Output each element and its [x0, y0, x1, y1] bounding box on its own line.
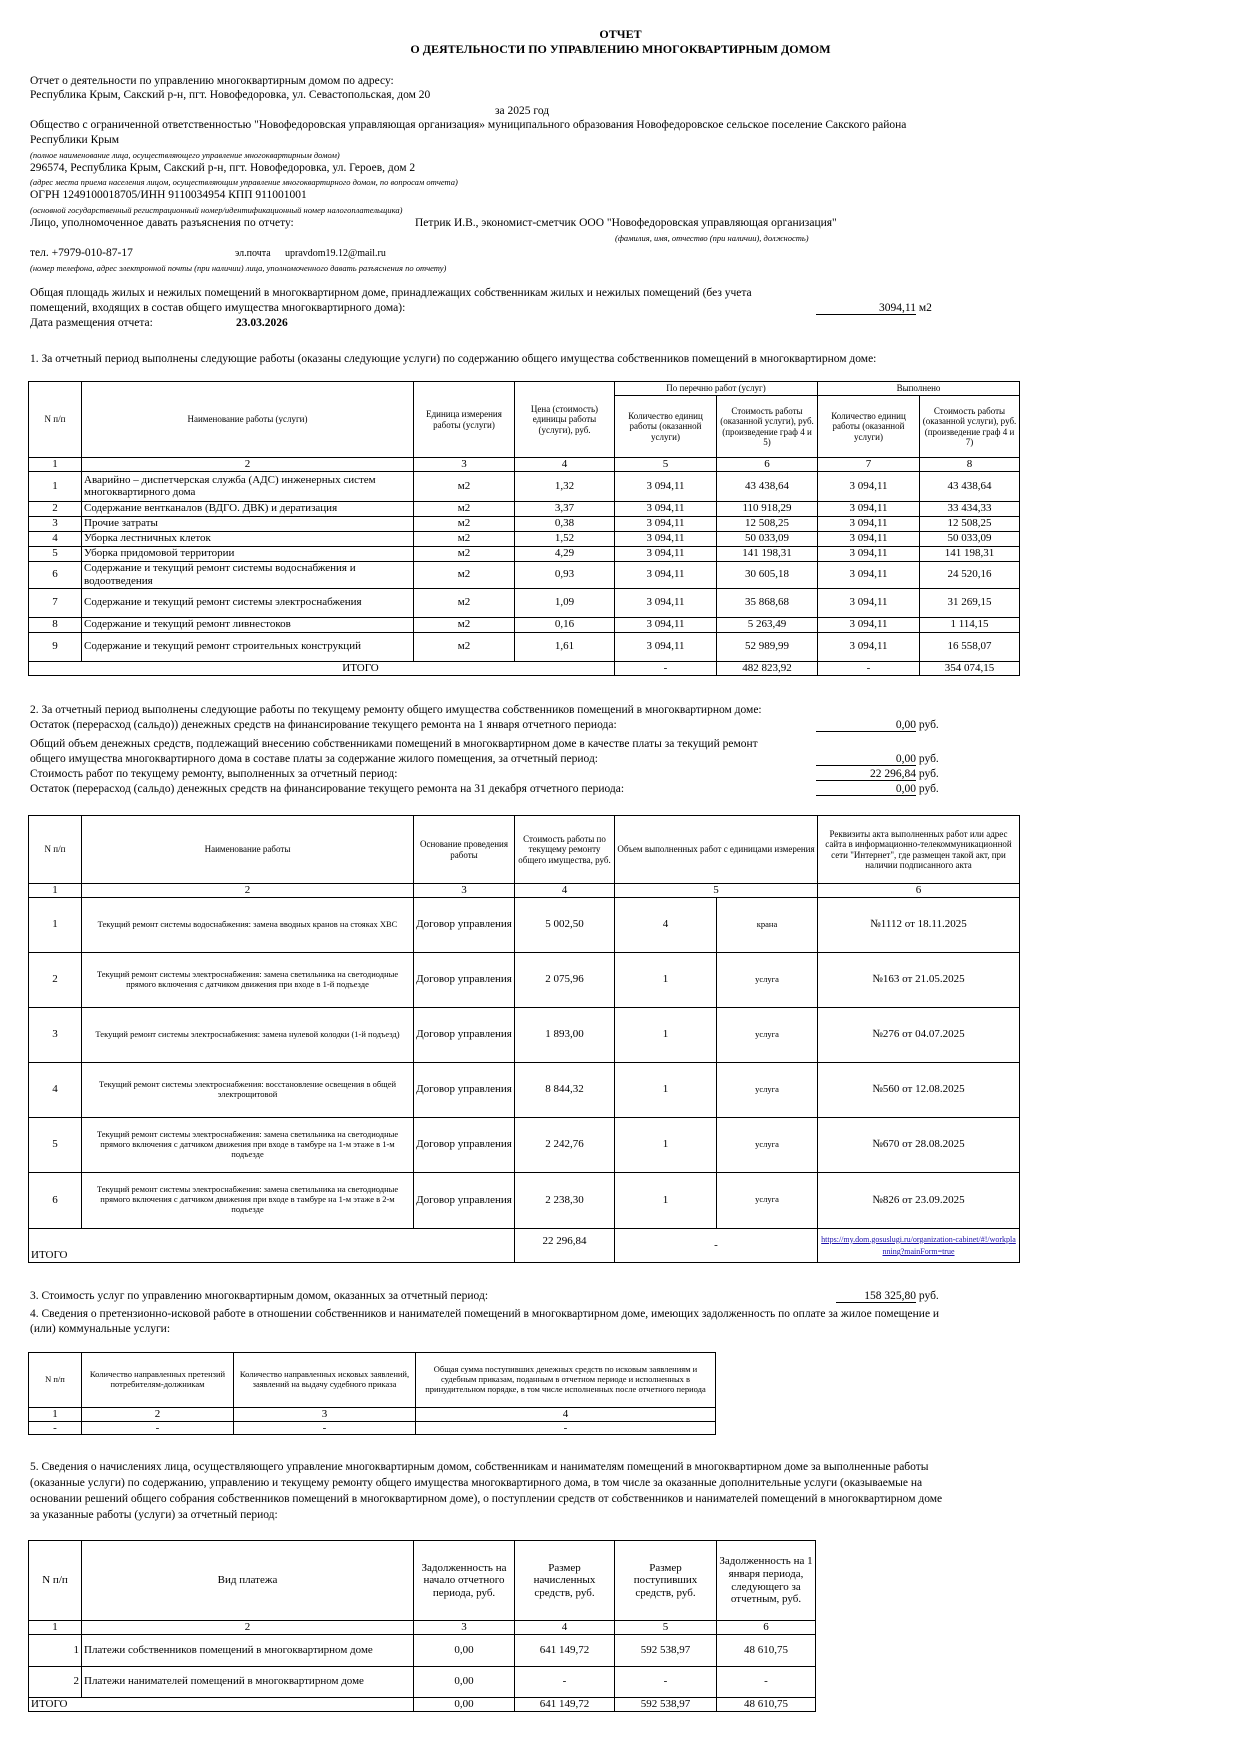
- row-suits: -: [234, 1421, 416, 1435]
- col-header-qty-done: Количество единиц работы (оказанной услуги): [818, 396, 920, 458]
- row-cost-done: 12 508,25: [920, 516, 1020, 531]
- total-funds-label-line1: Общий объем денежных средств, подлежащий внесению собственниками помещений в многоквартирном доме в качестве платы за текущий ремонт: [30, 738, 758, 750]
- row-cost: 5 002,50: [515, 897, 615, 952]
- total-volume: -: [615, 1228, 818, 1262]
- total-label: ИТОГО: [29, 1228, 515, 1262]
- col-header-num: N п/п: [29, 816, 82, 884]
- org-name-line2: Республики Крым: [30, 134, 119, 146]
- col-header-suits: Количество направленных исковых заявлений, заявлений на выдачу судебного приказа: [234, 1353, 416, 1408]
- col-header-act: Реквизиты акта выполненных работ или адрес сайта в информационно-телекоммуникационной сети "Интернет", где размещен такой акт, при наличии подписанного акта: [818, 816, 1020, 884]
- row-price: 1,32: [515, 471, 615, 501]
- repair-works-table: [28, 815, 1020, 1263]
- row-name: Содержание и текущий ремонт системы электроснабжения: [82, 588, 414, 617]
- report-title: ОТЧЕТ: [599, 27, 642, 41]
- table-row: [29, 897, 1020, 952]
- col-number: 1: [29, 1408, 82, 1422]
- col-header-claims: Количество направленных претензий потребителям-должникам: [82, 1353, 234, 1408]
- row-qty-plan: 3 094,11: [615, 546, 717, 561]
- row-unit: услуга: [717, 1062, 818, 1117]
- row-unit: м2: [414, 588, 515, 617]
- row-unit: м2: [414, 501, 515, 516]
- row-qty-done: 3 094,11: [818, 531, 920, 546]
- row-qty-done: 3 094,11: [818, 471, 920, 501]
- total-row: [29, 1228, 1020, 1262]
- payments-table: [28, 1540, 816, 1712]
- row-unit: крана: [717, 897, 818, 952]
- date-value: 23.03.2026: [236, 317, 288, 329]
- col-group-plan: По перечню работ (услуг): [615, 382, 818, 396]
- section2-title: 2. За отчетный период выполнены следующие работы по текущему ремонту общего имущества собственников помещений в многоквартирном доме:: [30, 704, 762, 716]
- table-row: [29, 561, 1020, 588]
- area-text-line2: помещений, входящих в состав общего имущества многоквартирного дома):: [30, 302, 406, 314]
- col-number: 5: [615, 458, 717, 472]
- intro-text: Отчет о деятельности по управлению многоквартирным домом по адресу:: [30, 75, 394, 87]
- row-qty-done: 3 094,11: [818, 546, 920, 561]
- row-type: Платежи собственников помещений в многоквартирном доме: [82, 1634, 414, 1666]
- row-cost-plan: 43 438,64: [717, 471, 818, 501]
- row-cost-done: 31 269,15: [920, 588, 1020, 617]
- col-header-cost: Стоимость работы по текущему ремонту общего имущества, руб.: [515, 816, 615, 884]
- table-row: [29, 546, 1020, 561]
- col-header-qty-plan: Количество единиц работы (оказанной услуги): [615, 396, 717, 458]
- col-number: 6: [818, 884, 1020, 898]
- row-cost-done: 33 434,33: [920, 501, 1020, 516]
- row-qty-done: 3 094,11: [818, 516, 920, 531]
- balance-end-value: 0,00: [816, 783, 916, 796]
- row-type: Платежи нанимателей помещений в многоквартирном доме: [82, 1666, 414, 1697]
- col-number: 4: [515, 1621, 615, 1635]
- col-number: 4: [515, 458, 615, 472]
- row-basis: Договор управления: [414, 952, 515, 1007]
- row-price: 0,16: [515, 617, 615, 632]
- row-basis: Договор управления: [414, 1172, 515, 1228]
- row-qty-done: 3 094,11: [818, 501, 920, 516]
- row-cost: 8 844,32: [515, 1062, 615, 1117]
- row-unit: м2: [414, 632, 515, 661]
- section3-label: 3. Стоимость услуг по управлению многоквартирным домом, оказанных за отчетный период:: [30, 1290, 489, 1302]
- row-debt-start: 0,00: [414, 1666, 515, 1697]
- row-qty-plan: 3 094,11: [615, 516, 717, 531]
- row-num: 1: [29, 1634, 82, 1666]
- row-charged: -: [515, 1666, 615, 1697]
- row-qty-plan: 3 094,11: [615, 501, 717, 516]
- row-cost-done: 141 198,31: [920, 546, 1020, 561]
- row-name: Содержание и текущий ремонт ливнестоков: [82, 617, 414, 632]
- table-row: [29, 531, 1020, 546]
- total-cost: 22 296,84: [515, 1228, 615, 1262]
- row-num: 4: [29, 1062, 82, 1117]
- col-header-debt-end: Задолженность на 1 января периода, следующего за отчетным, руб.: [717, 1541, 816, 1621]
- row-cost-done: 43 438,64: [920, 471, 1020, 501]
- row-debt-end: -: [717, 1666, 816, 1697]
- col-number: 6: [717, 458, 818, 472]
- row-num: 6: [29, 1172, 82, 1228]
- row-qty-plan: 3 094,11: [615, 561, 717, 588]
- col-group-done: Выполнено: [818, 382, 1020, 396]
- section5-title-line4: за указанные работы (услуги) за отчетный период:: [30, 1509, 278, 1521]
- row-cost-plan: 30 605,18: [717, 561, 818, 588]
- row-basis: Договор управления: [414, 897, 515, 952]
- works-cost-label: Стоимость работ по текущему ремонту, выполненных за отчетный период:: [30, 768, 398, 780]
- row-num: -: [29, 1421, 82, 1435]
- row-num: 3: [29, 1007, 82, 1062]
- row-received: 592 538,97: [615, 1634, 717, 1666]
- row-price: 0,93: [515, 561, 615, 588]
- balance-start-value: 0,00: [816, 719, 916, 732]
- row-cost-plan: 110 918,29: [717, 501, 818, 516]
- total-row: [29, 661, 1020, 675]
- balance-start-label: Остаток (перерасход (сальдо)) денежных средств на финансирование текущего ремонта на 1 января отчетного периода:: [30, 719, 617, 731]
- maintenance-works-table: [28, 381, 1020, 676]
- row-qty-done: 3 094,11: [818, 588, 920, 617]
- row-num: 6: [29, 561, 82, 588]
- total-funds-value: 0,00: [816, 753, 916, 766]
- report-period: за 2025 год: [495, 105, 550, 117]
- col-number: 3: [414, 1621, 515, 1635]
- balance-end-label: Остаток (перерасход (сальдо) денежных средств на финансирование текущего ремонта на 31 декабря отчетного периода:: [30, 783, 625, 795]
- table-row: [29, 617, 1020, 632]
- currency: руб.: [918, 783, 939, 795]
- currency: руб.: [918, 719, 939, 731]
- row-sum: -: [416, 1421, 716, 1435]
- row-price: 1,52: [515, 531, 615, 546]
- col-header-name: Наименование работы: [82, 816, 414, 884]
- col-number: 6: [717, 1621, 816, 1635]
- total-row: [29, 1697, 816, 1711]
- currency: руб.: [918, 1290, 939, 1302]
- row-num: 9: [29, 632, 82, 661]
- table-row: [29, 516, 1020, 531]
- row-price: 4,29: [515, 546, 615, 561]
- row-qty-plan: 3 094,11: [615, 617, 717, 632]
- table-row: [29, 1634, 816, 1666]
- contact-email-label: эл.почта: [235, 248, 271, 259]
- claims-table: [28, 1352, 716, 1435]
- table-row: [29, 1117, 1020, 1172]
- row-name: Содержание и текущий ремонт строительных конструкций: [82, 632, 414, 661]
- row-unit: услуга: [717, 952, 818, 1007]
- area-value: 3094,11: [816, 302, 916, 315]
- row-name: Текущий ремонт системы электроснабжения: замена светильника на светодиодные прямого включения с датчиком движения при входе в тамбуре на 1-м этаже в 1-м подъезде: [82, 1117, 414, 1172]
- row-price: 3,37: [515, 501, 615, 516]
- row-qty: 1: [615, 1007, 717, 1062]
- col-header-price: Цена (стоимость) единицы работы (услуги), руб.: [515, 382, 615, 458]
- row-unit: м2: [414, 546, 515, 561]
- row-debt-start: 0,00: [414, 1634, 515, 1666]
- col-header-cost-plan: Стоимость работы (оказанной услуги), руб. (произведение граф 4 и 5): [717, 396, 818, 458]
- row-qty-done: 3 094,11: [818, 617, 920, 632]
- row-act: №670 от 28.08.2025: [818, 1117, 1020, 1172]
- col-number: 3: [414, 458, 515, 472]
- row-unit: м2: [414, 471, 515, 501]
- section4-title-line1: 4. Сведения о претензионно-исковой работе в отношении собственников и нанимателей помещений в многоквартирном доме, имеющих задолженность по оплате за жилое помещение и: [30, 1308, 940, 1320]
- house-address: Республика Крым, Сакский р-н, пгт. Новофедоровка, ул. Севастопольская, дом 20: [30, 89, 431, 101]
- section5-title-line1: 5. Сведения о начислениях лица, осуществляющего управление многоквартирным домом, собственникам и нанимателям помещений в многоквартирном доме за выполненные работы: [30, 1461, 929, 1473]
- col-header-debt-start: Задолженность на начало отчетного периода, руб.: [414, 1541, 515, 1621]
- table-row: [29, 1666, 816, 1697]
- row-basis: Договор управления: [414, 1117, 515, 1172]
- row-unit: м2: [414, 531, 515, 546]
- row-act: №1112 от 18.11.2025: [818, 897, 1020, 952]
- row-cost-plan: 50 033,09: [717, 531, 818, 546]
- row-name: Текущий ремонт системы электроснабжения: замена нулевой колодки (1-й подъезд): [82, 1007, 414, 1062]
- col-header-charged: Размер начисленных средств, руб.: [515, 1541, 615, 1621]
- row-received: -: [615, 1666, 717, 1697]
- col-header-num: N п/п: [29, 1541, 82, 1621]
- row-debt-end: 48 610,75: [717, 1634, 816, 1666]
- col-number: 1: [29, 884, 82, 898]
- table-row: [29, 1421, 716, 1435]
- area-text-line1: Общая площадь жилых и нежилых помещений в многоквартирном доме, принадлежащих собственникам жилых и нежилых помещений (без учета: [30, 287, 752, 299]
- area-unit: м2: [918, 302, 932, 314]
- col-number: 2: [82, 1621, 414, 1635]
- row-num: 3: [29, 516, 82, 531]
- currency: руб.: [918, 753, 939, 765]
- col-header-unit: Единица измерения работы (услуги): [414, 382, 515, 458]
- row-qty: 1: [615, 1117, 717, 1172]
- row-qty-plan: 3 094,11: [615, 632, 717, 661]
- total-label: ИТОГО: [29, 1697, 414, 1711]
- contact-label: Лицо, уполномоченное давать разъяснения по отчету:: [30, 217, 294, 229]
- row-unit: м2: [414, 516, 515, 531]
- row-num: 5: [29, 1117, 82, 1172]
- col-number: 2: [82, 1408, 234, 1422]
- section4-title-line2: (или) коммунальные услуги:: [30, 1323, 171, 1335]
- row-num: 2: [29, 501, 82, 516]
- row-qty-plan: 3 094,11: [615, 588, 717, 617]
- row-cost: 2 075,96: [515, 952, 615, 1007]
- currency: руб.: [918, 768, 939, 780]
- row-cost-done: 24 520,16: [920, 561, 1020, 588]
- col-number: 5: [615, 884, 818, 898]
- row-qty-plan: 3 094,11: [615, 531, 717, 546]
- col-number: 1: [29, 1621, 82, 1635]
- act-site-link[interactable]: https://my.dom.gosuslugi.ru/organization-cabinet/#!/workplanning?mainForm=true: [821, 1234, 1016, 1257]
- row-unit: услуга: [717, 1007, 818, 1062]
- row-name: Уборка придомовой территории: [82, 546, 414, 561]
- row-qty: 1: [615, 1062, 717, 1117]
- total-debt-start: 0,00: [414, 1697, 515, 1711]
- row-price: 1,61: [515, 632, 615, 661]
- row-act: №163 от 21.05.2025: [818, 952, 1020, 1007]
- col-number: 1: [29, 458, 82, 472]
- row-qty: 1: [615, 952, 717, 1007]
- row-unit: м2: [414, 617, 515, 632]
- row-act: №276 от 04.07.2025: [818, 1007, 1020, 1062]
- col-number: 3: [414, 884, 515, 898]
- row-name: Текущий ремонт системы электроснабжения: замена светильника на светодиодные прямого включения с датчиком движения при входе в тамбуре на 1-м этаже в 2-м подъезде: [82, 1172, 414, 1228]
- org-ogrn-note: (основной государственный регистрационный номер/идентификационный номер налогоплательщика): [30, 205, 403, 215]
- row-charged: 641 149,72: [515, 1634, 615, 1666]
- row-act: №826 от 23.09.2025: [818, 1172, 1020, 1228]
- row-name: Прочие затраты: [82, 516, 414, 531]
- col-number: 8: [920, 458, 1020, 472]
- row-name: Содержание вентканалов (ВДГО. ДВК) и дератизация: [82, 501, 414, 516]
- row-num: 7: [29, 588, 82, 617]
- total-debt-end: 48 610,75: [717, 1697, 816, 1711]
- row-name: Текущий ремонт системы электроснабжения: замена светильника на светодиодные прямого включения с датчиком движения при входе в 1-й подъезде: [82, 952, 414, 1007]
- row-name: Содержание и текущий ремонт системы водоснабжения и водоотведения: [82, 561, 414, 588]
- row-name: Аварийно – диспетчерская служба (АДС) инженерных систем многоквартирного дома: [82, 471, 414, 501]
- total-cost-plan: 482 823,92: [717, 661, 818, 675]
- contact-phone: тел. +7979-010-87-17: [30, 247, 133, 259]
- total-qty-done: -: [818, 661, 920, 675]
- col-header-cost-done: Стоимость работы (оказанной услуги), руб. (произведение граф 4 и 7): [920, 396, 1020, 458]
- col-number: 2: [82, 884, 414, 898]
- row-cost-done: 16 558,07: [920, 632, 1020, 661]
- row-num: 4: [29, 531, 82, 546]
- row-price: 0,38: [515, 516, 615, 531]
- row-qty-done: 3 094,11: [818, 561, 920, 588]
- section1-title: 1. За отчетный период выполнены следующие работы (оказаны следующие услуги) по содержанию общего имущества собственников помещений в многоквартирном доме:: [30, 353, 877, 365]
- section5-title-line3: основании решений общего собрания собственников помещений в многоквартирном доме), о поступлении средств от собственников и нанимателей помещений в многоквартирном доме: [30, 1493, 943, 1505]
- col-number: 7: [818, 458, 920, 472]
- row-cost: 1 893,00: [515, 1007, 615, 1062]
- contact-person: Петрик И.В., экономист-сметчик ООО "Новофедоровская управляющая организация": [415, 217, 837, 229]
- row-cost-plan: 5 263,49: [717, 617, 818, 632]
- table-row: [29, 471, 1020, 501]
- org-name-note: (полное наименование лица, осуществляющего управление многоквартирным домом): [30, 150, 340, 160]
- row-cost: 2 238,30: [515, 1172, 615, 1228]
- row-unit: услуга: [717, 1117, 818, 1172]
- row-unit: услуга: [717, 1172, 818, 1228]
- row-num: 2: [29, 1666, 82, 1697]
- org-address: 296574, Республика Крым, Сакский р-н, пгт. Новофедоровка, ул. Героев, дом 2: [30, 162, 416, 174]
- row-num: 5: [29, 546, 82, 561]
- row-qty: 1: [615, 1172, 717, 1228]
- org-ogrn: ОГРН 1249100018705/ИНН 9110034954 КПП 911001001: [30, 189, 307, 201]
- col-header-volume: Объем выполненных работ с единицами измерения: [615, 816, 818, 884]
- contact-email[interactable]: upravdom19.12@mail.ru: [285, 248, 386, 259]
- total-qty-plan: -: [615, 661, 717, 675]
- row-num: 8: [29, 617, 82, 632]
- col-header-sum: Общая сумма поступивших денежных средств по исковым заявлениям и судебным приказам, поданным в отчетном периоде и исполненных в принудительном порядке, в том числе исполненных после отчетного периода: [416, 1353, 716, 1408]
- row-basis: Договор управления: [414, 1062, 515, 1117]
- contact-phone-note: (номер телефона, адрес электронной почты (при наличии) лица, уполномоченного давать разъяснения по отчету): [30, 263, 447, 273]
- table-row: [29, 501, 1020, 516]
- col-header-type: Вид платежа: [82, 1541, 414, 1621]
- row-name: Уборка лестничных клеток: [82, 531, 414, 546]
- row-qty: 4: [615, 897, 717, 952]
- management-cost-value: 158 325,80: [836, 1290, 916, 1303]
- total-label: ИТОГО: [29, 661, 615, 675]
- total-funds-label-line2: общего имущества многоквартирного дома в составе платы за содержание жилого помещения, за отчетный период:: [30, 753, 599, 765]
- row-num: 1: [29, 897, 82, 952]
- table-row: [29, 588, 1020, 617]
- table-row: [29, 1172, 1020, 1228]
- row-cost-plan: 52 989,99: [717, 632, 818, 661]
- row-cost-done: 1 114,15: [920, 617, 1020, 632]
- row-unit: м2: [414, 561, 515, 588]
- row-name: Текущий ремонт системы водоснабжения: замена вводных кранов на стояках ХВС: [82, 897, 414, 952]
- col-header-basis: Основание проведения работы: [414, 816, 515, 884]
- row-cost-plan: 35 868,68: [717, 588, 818, 617]
- col-number: 4: [515, 884, 615, 898]
- row-price: 1,09: [515, 588, 615, 617]
- org-name-line1: Общество с ограниченной ответственностью "Новофедоровская управляющая организация» муниципального образования Новофедоровское сельское поселение Сакского района: [30, 119, 907, 131]
- row-cost: 2 242,76: [515, 1117, 615, 1172]
- row-claims: -: [82, 1421, 234, 1435]
- row-name: Текущий ремонт системы электроснабжения: восстановление освещения в общей электрощитовой: [82, 1062, 414, 1117]
- total-received: 592 538,97: [615, 1697, 717, 1711]
- org-address-note: (адрес места приема населения лицом, осуществляющим управление многоквартирного домом, по вопросам отчета): [30, 177, 458, 187]
- row-cost-plan: 12 508,25: [717, 516, 818, 531]
- col-header-num: N п/п: [29, 1353, 82, 1408]
- table-row: [29, 952, 1020, 1007]
- row-basis: Договор управления: [414, 1007, 515, 1062]
- col-header-received: Размер поступивших средств, руб.: [615, 1541, 717, 1621]
- row-cost-done: 50 033,09: [920, 531, 1020, 546]
- contact-person-note: (фамилия, имя, отчество (при наличии), должность): [615, 233, 809, 243]
- col-number: 4: [416, 1408, 716, 1422]
- table-row: [29, 1007, 1020, 1062]
- row-num: 2: [29, 952, 82, 1007]
- row-qty-done: 3 094,11: [818, 632, 920, 661]
- works-cost-value: 22 296,84: [816, 768, 916, 781]
- col-number: 2: [82, 458, 414, 472]
- row-num: 1: [29, 471, 82, 501]
- total-cost-done: 354 074,15: [920, 661, 1020, 675]
- report-subtitle: О ДЕЯТЕЛЬНОСТИ ПО УПРАВЛЕНИЮ МНОГОКВАРТИРНЫМ ДОМОМ: [410, 42, 831, 56]
- col-number: 3: [234, 1408, 416, 1422]
- date-label: Дата размещения отчета:: [30, 317, 153, 329]
- row-cost-plan: 141 198,31: [717, 546, 818, 561]
- row-act: №560 от 12.08.2025: [818, 1062, 1020, 1117]
- section5-title-line2: (оказанные услуги) по содержанию, управлению и текущему ремонту общего имущества многоквартирного дома, в том числе за оказанные дополнительные услуги (оказываемые на: [30, 1477, 923, 1489]
- table-row: [29, 632, 1020, 661]
- col-number: 5: [615, 1621, 717, 1635]
- col-header-num: N п/п: [29, 382, 82, 458]
- table-row: [29, 1062, 1020, 1117]
- total-charged: 641 149,72: [515, 1697, 615, 1711]
- col-header-name: Наименование работы (услуги): [82, 382, 414, 458]
- row-qty-plan: 3 094,11: [615, 471, 717, 501]
